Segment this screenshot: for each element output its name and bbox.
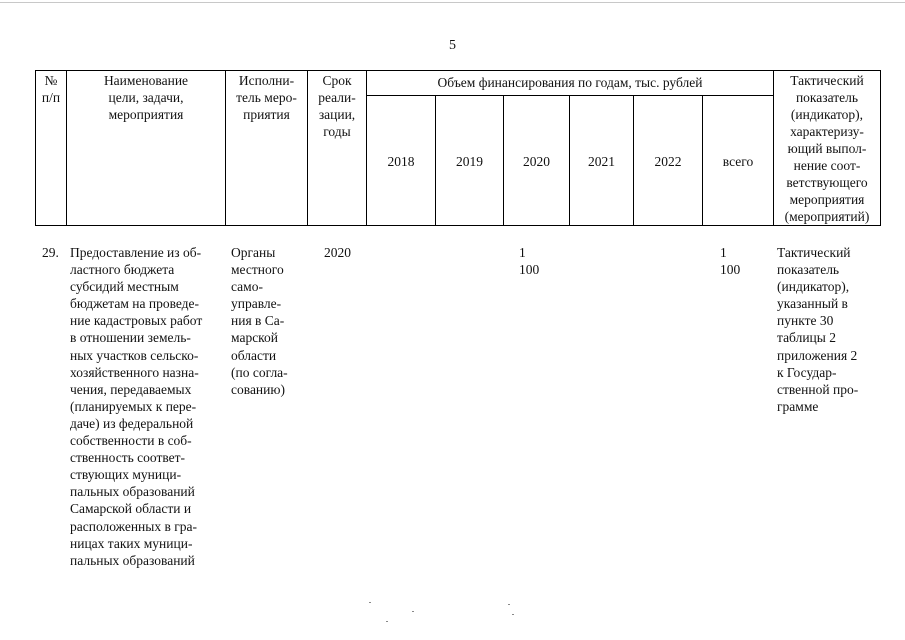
page-number: 5 [449,38,456,53]
header-year-2022: 2022 [654,154,682,169]
row-name: Предоставление из об- ластного бюджета субсидий местным бюджетам на проведе- ние кадастровых работ в отношении земель- ных участков сельско- хозяйственного назна- чения, передаваемых (планируемых к пере- даче) из федеральной собственности в соб- ственность соответ- ствующих муници- пальных образований Самарской области и расположенных в гра- ницах таких муници- пальных образований [70,245,203,568]
border-term [366,70,367,226]
header-year-2021: 2021 [588,154,615,169]
header-year-2020: 2020 [523,154,550,169]
header-indicator: Тактический показатель (индикатор), характеризу- ющий выпол- нение соот- ветствующего мероприятия (мероприятий) [784,73,870,224]
row-value-2020: 1 100 [519,245,540,278]
row-number: 29. [42,245,59,260]
header-top-border [35,70,881,71]
border-right [880,70,881,226]
header-year-2018: 2018 [387,154,415,169]
header-funding: Объем финансирования по годам, тыс. рублей [437,75,703,90]
scan-speck [512,614,514,615]
scan-speck [508,604,510,605]
header-executor: Исполни- тель меро- приятия [236,73,297,122]
row-indicator: Тактический показатель (индикатор), указанный в пункте 30 таблицы 2 приложения 2 к Государ- ственной про- грамме [777,245,859,414]
header-year-2019: 2019 [456,154,483,169]
scan-speck [369,602,371,603]
row-value-total: 1 100 [720,245,741,278]
header-bottom-border [35,225,881,226]
header-num: № п/п [41,73,61,105]
header-term: Срок реали- зации, годы [318,73,356,139]
scan-top-edge [0,2,905,3]
scan-speck [412,611,414,612]
header-total: всего [722,154,754,169]
table-header [35,70,881,226]
header-name: Наименование цели, задачи, мероприятия [103,73,189,122]
row-term: 2020 [324,245,351,260]
scan-speck [386,621,388,622]
row-executor: Органы местного само- управле- ния в Са- марской области (по согла- сованию) [231,245,288,397]
